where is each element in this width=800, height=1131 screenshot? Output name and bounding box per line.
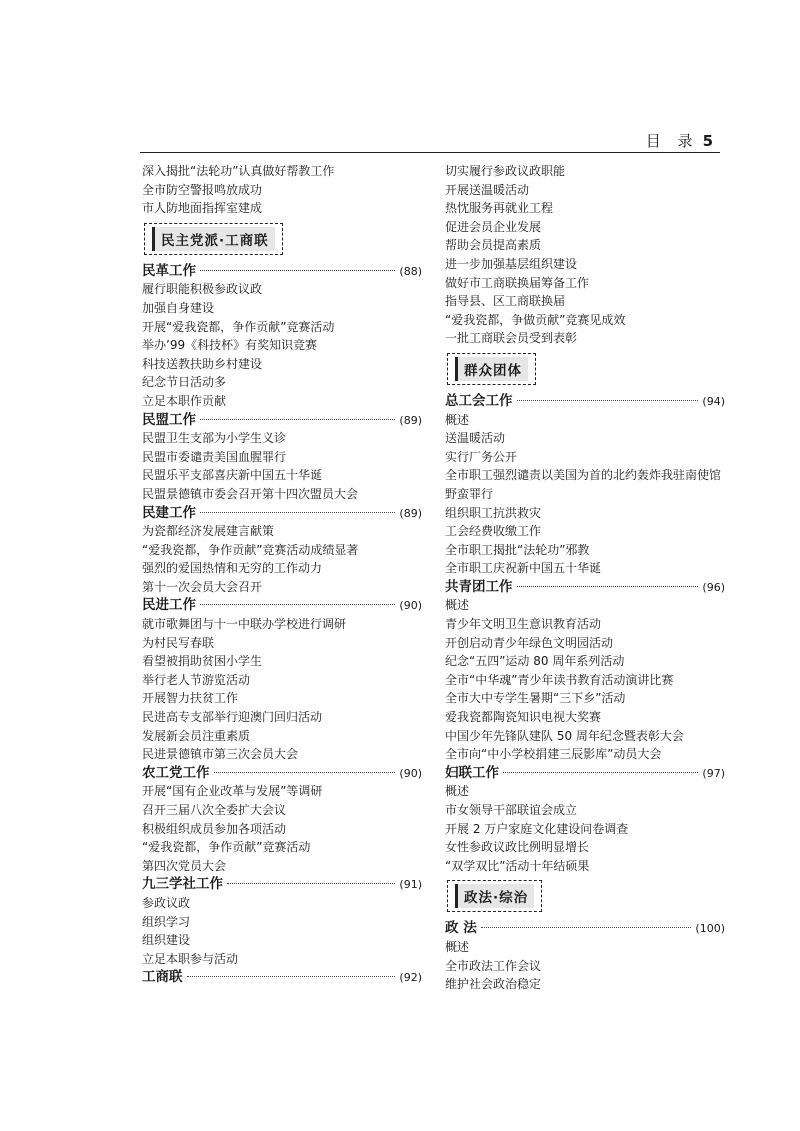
category-banner: [447, 353, 536, 385]
toc-entry: 概述: [445, 939, 470, 954]
category-banner-wrap: [445, 348, 725, 392]
toc-section-heading: [445, 578, 725, 597]
toc-entry: 维护社会政治稳定: [445, 977, 542, 992]
toc-entry: 野蛮罪行: [445, 486, 494, 501]
section-page-number: (100): [695, 922, 725, 936]
toc-entry: 开展“国有企业改革与发展”等调研: [142, 784, 323, 799]
toc-entry: 促进会员企业发展: [445, 219, 542, 234]
section-title: 总工会工作: [445, 392, 513, 409]
toc-entry: 青少年文明卫生意识教育活动: [445, 617, 602, 632]
toc-entry: “爱我瓷都，争做贡献”竞赛见成效: [445, 312, 626, 327]
section-page-number: (89): [399, 413, 422, 427]
toc-entry: 民进景德镇市第三次会员大会: [142, 747, 299, 762]
toc-entry: 全市“中华魂”青少年读书教育活动演讲比赛: [445, 672, 674, 687]
toc-entry: 全市职工揭批“法轮功”邪教: [445, 542, 590, 557]
toc-entry: 看望被捐助贫困小学生: [142, 654, 263, 669]
toc-entry: 参政议政: [142, 895, 191, 910]
toc-entry: 全市政法工作会议: [445, 958, 542, 973]
toc-section-heading: [445, 764, 725, 783]
dot-leader: [200, 604, 395, 605]
toc-entry: 市人防地面指挥室建成: [142, 201, 263, 216]
toc-entry: 组织学习: [142, 914, 191, 929]
toc-entry: 市女领导干部联谊会成立: [445, 803, 578, 817]
section-page-number: (96): [702, 580, 725, 594]
toc-entry: 全市大中专学生暑期“三下乡”活动: [445, 691, 626, 706]
toc-section-heading: [142, 262, 422, 281]
category-banner-wrap: [142, 218, 422, 262]
section-title: 民革工作: [142, 262, 196, 279]
toc-entry: 一批工商联会员受到表彰: [445, 331, 578, 346]
section-page-number: (94): [702, 394, 725, 408]
toc-section-heading: [445, 392, 725, 411]
toc-section-heading: [445, 919, 725, 938]
toc-entry: 纪念“五四”运动 80 周年系列活动: [445, 654, 625, 669]
category-title: 政法·综治: [455, 884, 534, 908]
toc-entry: 全市职工强烈谴责以美国为首的北约轰炸我驻南使馆: [445, 468, 722, 483]
category-banner: [144, 223, 283, 255]
toc-entry: 中国少年先锋队建队 50 周年纪念暨表彰大会: [445, 728, 684, 743]
toc-entry: 热忱服务再就业工程: [445, 201, 554, 216]
toc-entry: 科技送教扶助乡村建设: [142, 356, 263, 371]
toc-entry: 全市向“中小学校捐建三辰影库”动员大会: [445, 747, 662, 762]
dot-leader: [481, 927, 692, 928]
toc-section-heading: [142, 968, 422, 987]
toc-entry: 第十一次会员大会召开: [142, 579, 263, 594]
toc-entry: 概述: [445, 598, 470, 613]
toc-entry: 做好市工商联换届筹备工作: [445, 275, 590, 290]
toc-entry: 积极组织成员参加各项活动: [142, 821, 287, 836]
header-title: 目 录: [645, 132, 699, 150]
section-title: 妇联工作: [445, 764, 499, 781]
toc-entry: 开展 2 万户家庭文化建设问卷调查: [445, 821, 629, 836]
toc-entry: 举行老人节游览活动: [142, 672, 251, 687]
dot-leader: [517, 586, 699, 587]
toc-entry: 立足本职作贡献: [142, 393, 227, 408]
dot-leader: [227, 883, 395, 884]
section-page-number: (90): [399, 599, 422, 613]
toc-entry: 举办’99《科技杯》有奖知识竞赛: [142, 338, 318, 353]
category-title: 民主党派·工商联: [152, 227, 275, 251]
toc-section-heading: [142, 875, 422, 894]
toc-entry: 民进高专支部举行迎澳门回归活动: [142, 710, 323, 725]
toc-entry: 帮助会员提高素质: [445, 238, 542, 253]
running-header: [646, 130, 713, 151]
toc-entry: 强烈的爱国热情和无穷的工作动力: [142, 561, 323, 576]
toc-entry: 发展新会员注重素质: [142, 728, 251, 743]
toc-entry: 送温暖活动: [445, 431, 506, 446]
toc-entry: “爱我瓷都，争作贡献”竞赛活动: [142, 840, 311, 855]
toc-entry: 概述: [445, 412, 470, 427]
toc-entry: 深入揭批“法轮功”认真做好帮教工作: [142, 164, 335, 178]
toc-entry: 民盟卫生支部为小学生义诊: [142, 431, 287, 446]
section-page-number: (89): [399, 506, 422, 520]
toc-entry: 履行职能积极参政议政: [142, 282, 263, 297]
toc-entry: 爱我瓷都陶瓷知识电视大奖赛: [445, 710, 602, 725]
toc-entry: 为瓷都经济发展建言献策: [142, 524, 275, 539]
toc-entry: 开展“爱我瓷都，争作贡献”竞赛活动: [142, 319, 335, 334]
toc-entry: 进一步加强基层组织建设: [445, 256, 578, 271]
toc-column-right: [445, 162, 725, 994]
page-number: 5: [702, 132, 713, 150]
toc-entry: 组织职工抗洪救灾: [445, 505, 542, 520]
toc-entry: 实行厂务公开: [445, 449, 518, 464]
toc-entry: 就市歌舞团与十一中联办学校进行调研: [142, 617, 347, 632]
toc-entry: 民盟景德镇市委会召开第十四次盟员大会: [142, 486, 359, 501]
toc-entry: 工会经费收缴工作: [445, 524, 542, 539]
toc-entry: 切实履行参政议政职能: [445, 164, 566, 178]
section-title: 民建工作: [142, 504, 196, 521]
toc-entry: 指导县、区工商联换届: [445, 294, 566, 309]
toc-entry: 加强自身建设: [142, 300, 215, 315]
toc-section-heading: [142, 764, 422, 783]
dot-leader: [200, 512, 395, 513]
toc-entry: 组织建设: [142, 933, 191, 948]
section-page-number: (90): [399, 766, 422, 780]
toc-entry: 全市防空警报鸣放成功: [142, 182, 263, 197]
toc-entry: “双学双比”活动十年结硕果: [445, 858, 590, 873]
toc-section-heading: [142, 504, 422, 523]
category-banner: [447, 880, 542, 912]
category-banner-wrap: [445, 875, 725, 919]
section-title: 农工党工作: [142, 764, 210, 781]
section-title: 民进工作: [142, 597, 196, 614]
toc-entry: 女性参政议政比例明显增长: [445, 840, 590, 855]
dot-leader: [503, 772, 698, 773]
toc-entry: 民盟乐平支部喜庆新中国五十华诞: [142, 468, 323, 483]
toc-entry: 开创启动青少年绿色文明园活动: [445, 635, 614, 650]
toc-entry: 召开三届八次全委扩大会议: [142, 803, 287, 817]
section-title: 工商联: [142, 969, 183, 986]
toc-section-heading: [142, 596, 422, 615]
category-title: 群众团体: [455, 357, 528, 381]
toc-entry: 第四次党员大会: [142, 858, 227, 873]
toc-entry: 全市职工庆祝新中国五十华诞: [445, 561, 602, 576]
toc-entry: 为村民写春联: [142, 635, 215, 650]
toc-entry: 纪念节日活动多: [142, 375, 227, 390]
section-title: 民盟工作: [142, 411, 196, 428]
toc-entry: 概述: [445, 784, 470, 799]
header-rule: [140, 152, 720, 153]
toc-entry: 开展送温暖活动: [445, 182, 530, 197]
toc-column-left: [142, 162, 422, 987]
toc-entry: 开展智力扶贫工作: [142, 691, 239, 706]
dot-leader: [517, 400, 699, 401]
section-title: 政 法: [445, 920, 477, 937]
toc-entry: 立足本职参与活动: [142, 951, 239, 966]
dot-leader: [187, 976, 396, 977]
section-page-number: (92): [399, 971, 422, 985]
section-page-number: (97): [702, 766, 725, 780]
toc-entry: 民盟市委谴责美国血腥罪行: [142, 449, 287, 464]
dot-leader: [200, 270, 395, 271]
section-title: 共青团工作: [445, 578, 513, 595]
section-title: 九三学社工作: [142, 876, 223, 893]
dot-leader: [214, 772, 396, 773]
dot-leader: [200, 419, 395, 420]
section-page-number: (91): [399, 878, 422, 892]
toc-entry: “爱我瓷都，争作贡献”竞赛活动成绩显著: [142, 542, 359, 557]
section-page-number: (88): [399, 264, 422, 278]
toc-section-heading: [142, 411, 422, 430]
